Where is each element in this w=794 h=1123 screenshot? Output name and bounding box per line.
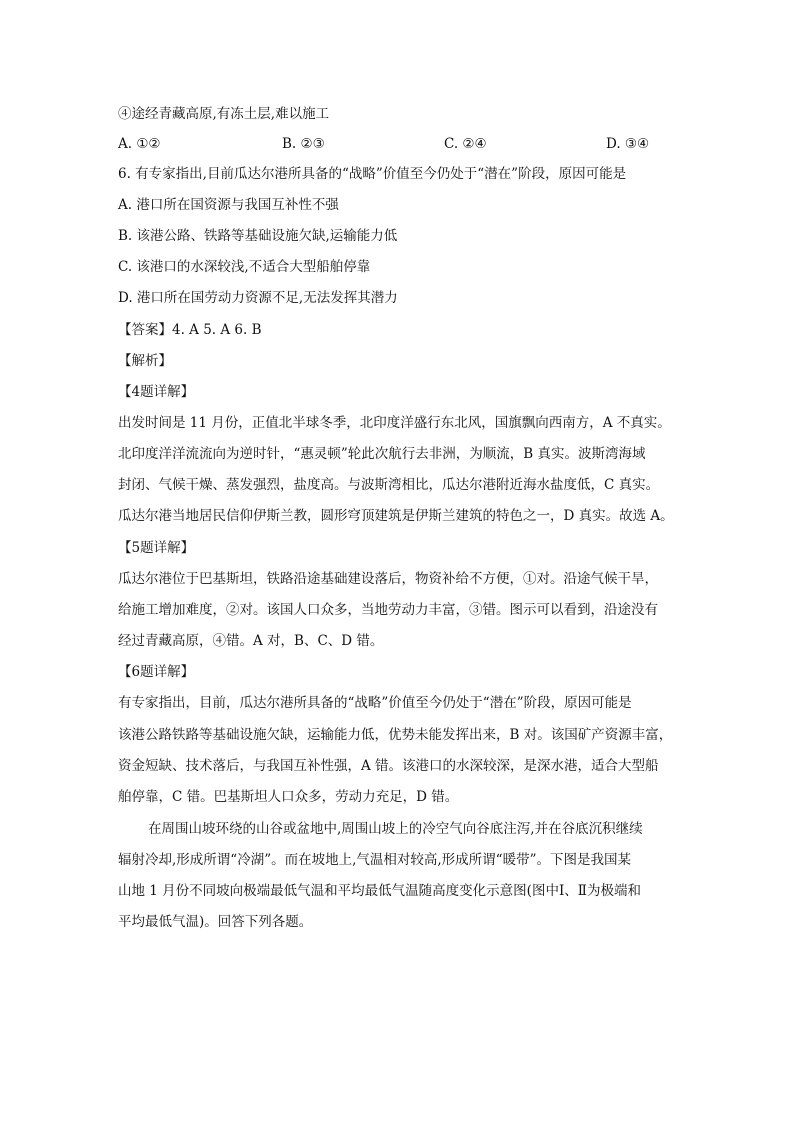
q6-stem: 6. 有专家指出,目前瓜达尔港所具备的“战略”价值至今仍处于“潜在”阶段，原因可能是 <box>118 166 627 182</box>
detail-5-line: 经过青藏高原，④错。A 对，B、C、D 错。 <box>118 633 384 649</box>
detail-6-line: 该港公路铁路等基础设施欠缺，运输能力低，优势未能发挥出来，B 对。该国矿产资源丰富， <box>118 727 673 743</box>
q5-option-b: B. ②③ <box>282 136 325 152</box>
passage-line: 山地 1 月份不同坡向极端最低气温和平均最低气温随高度变化示意图(图中Ⅰ、Ⅱ为极端和 <box>118 883 641 899</box>
detail-6-line: 舶停靠，C 错。巴基斯坦人口众多，劳动力充足，D 错。 <box>118 789 459 805</box>
passage-line: 辐射冷却,形成所谓“冷湖”。而在坡地上,气温相对较高,形成所谓“暖带”。下图是我国某 <box>118 852 631 868</box>
detail-6-heading: 【6题详解】 <box>118 664 195 680</box>
detail-5-line: 瓜达尔港位于巴基斯坦，铁路沿途基础建设落后，物资补给不方便，①对。沿途气候干旱， <box>118 571 658 587</box>
passage-line: 平均最低气温)。回答下列各题。 <box>118 914 313 930</box>
q5-option-a: A. ①② <box>118 136 161 152</box>
detail-5-line: 给施工增加难度，②对。该国人口众多，当地劳动力丰富，③错。图示可以看到，沿途没有 <box>118 602 658 618</box>
analysis-heading: 【解析】 <box>118 353 172 369</box>
detail-4-line: 出发时间是 11 月份，正值北半球冬季，北印度洋盛行东北风，国旗飘向西南方，A 不真实。 <box>118 415 671 431</box>
q6-option-d: D. 港口所在国劳动力资源不足,无法发挥其潜力 <box>118 290 398 306</box>
q6-option-b: B. 该港公路、铁路等基础设施欠缺,运输能力低 <box>118 228 398 244</box>
q5-item-4: ④途经青藏高原,有冻土层,难以施工 <box>118 106 330 122</box>
detail-4-line: 北印度洋洋流流向为逆时针，“惠灵顿”轮此次航行去非洲，为顺流，B 真实。波斯湾海域 <box>118 446 646 462</box>
q6-option-c: C. 该港口的水深较浅,不适合大型船舶停靠 <box>118 259 371 275</box>
q5-option-c: C. ②④ <box>444 136 487 152</box>
q6-option-a: A. 港口所在国资源与我国互补性不强 <box>118 197 339 213</box>
detail-6-line: 有专家指出，目前，瓜达尔港所具备的“战略”价值至今仍处于“潜在”阶段，原因可能是 <box>118 695 632 711</box>
passage-line: 在周围山坡环绕的山谷或盆地中,周围山坡上的冷空气向谷底注泻,并在谷底沉积继续 <box>148 821 643 837</box>
q5-option-d: D. ③④ <box>606 136 650 152</box>
detail-4-line: 封闭、气候干燥、蒸发强烈，盐度高。与波斯湾相比，瓜达尔港附近海水盐度低，C 真实。 <box>118 477 660 493</box>
detail-4-heading: 【4题详解】 <box>118 384 195 400</box>
answer-line: 【答案】4. A 5. A 6. B <box>118 322 262 338</box>
detail-5-heading: 【5题详解】 <box>118 540 195 556</box>
detail-6-line: 资金短缺、技术落后，与我国互补性强，A 错。该港口的水深较深，是深水港，适合大型船 <box>118 758 659 774</box>
detail-4-line: 瓜达尔港当地居民信仰伊斯兰教，圆形穹顶建筑是伊斯兰建筑的特色之一，D 真实。故选 A。 <box>118 508 674 524</box>
